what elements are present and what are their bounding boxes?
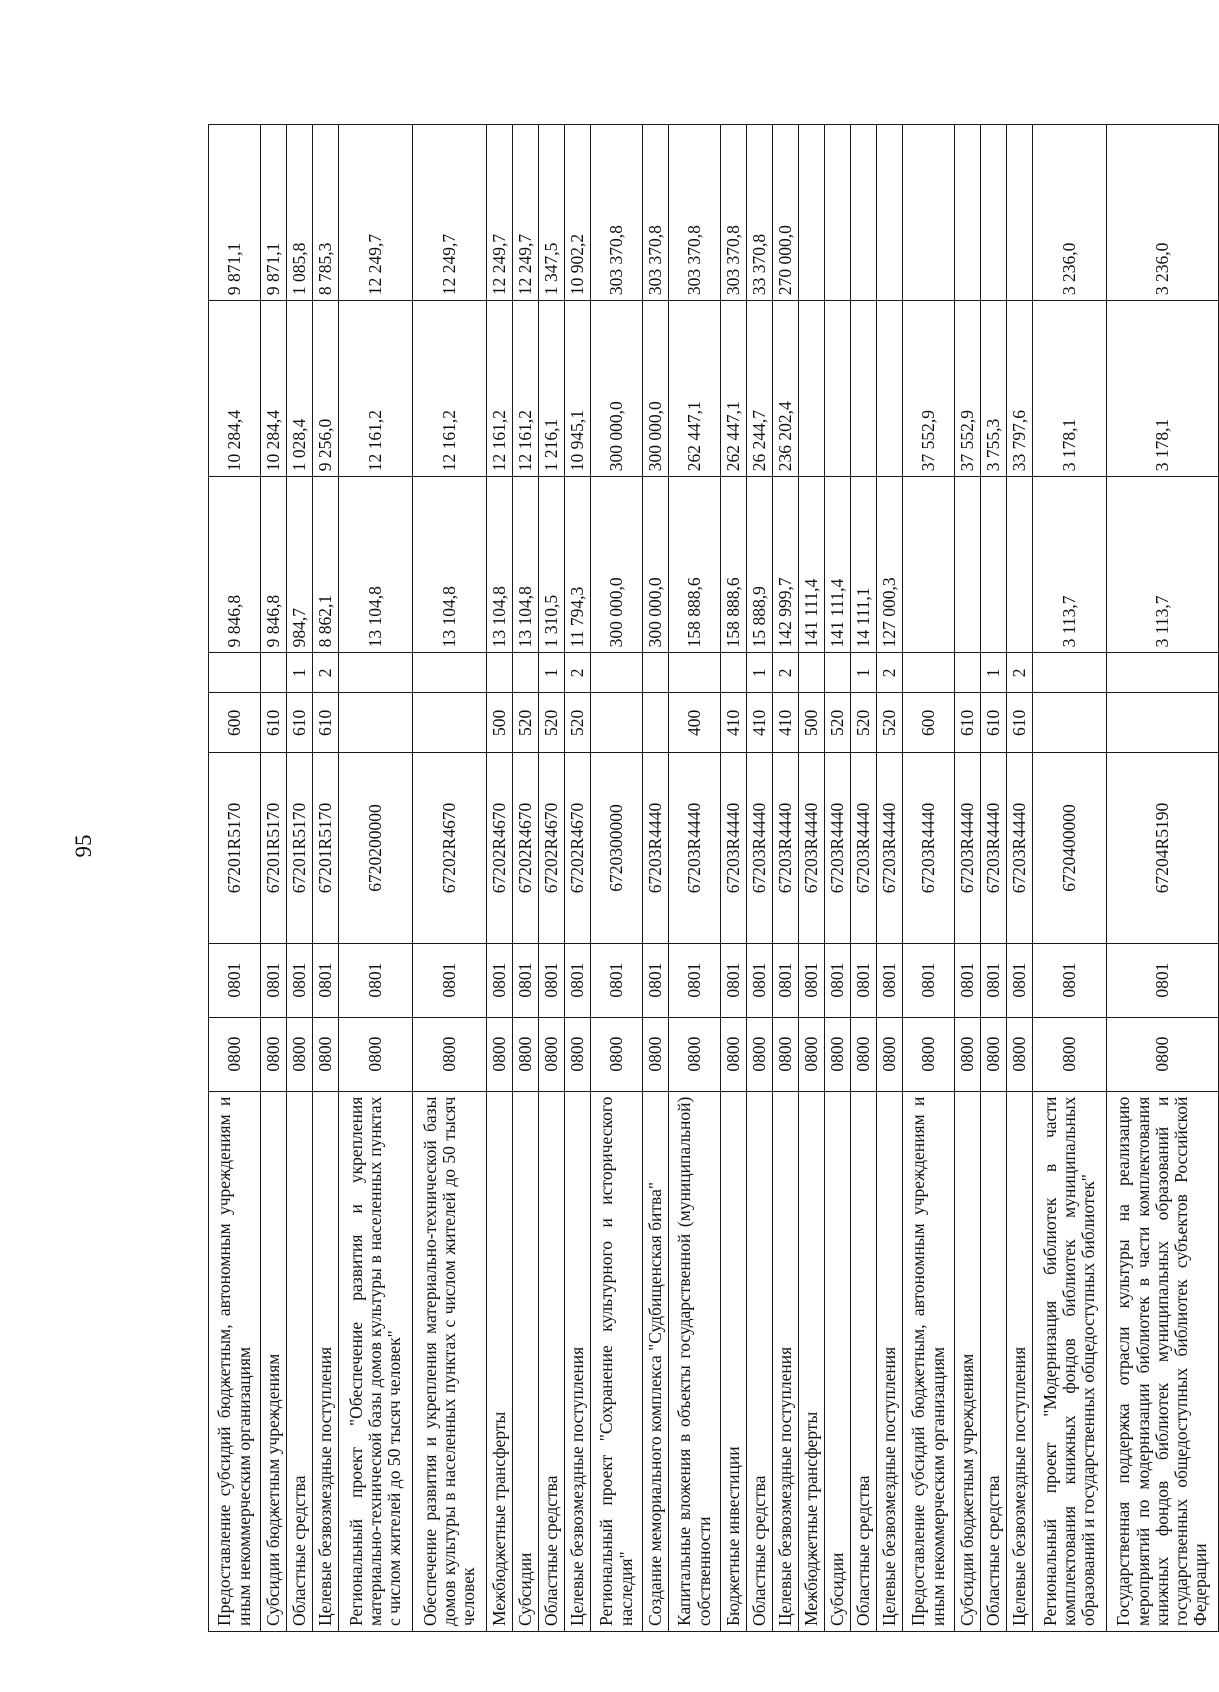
subsection-code-cell: 0801 (565, 943, 591, 1017)
subsection-code-cell: 0801 (261, 943, 287, 1017)
target-article-cell: 67203R4440 (981, 753, 1007, 943)
funding-source-cell: 1 (539, 653, 565, 693)
expense-type-cell: 610 (1007, 693, 1033, 753)
amount-year-2-cell: 10 945,1 (565, 301, 591, 477)
amount-year-1-cell: 9 846,8 (261, 477, 287, 653)
funding-source-cell (413, 653, 487, 693)
row-name-cell: Межбюджетные трансферты (487, 1091, 513, 1631)
amount-year-3-cell: 303 370,8 (721, 125, 747, 301)
subsection-code-cell: 0801 (721, 943, 747, 1017)
subsection-code-cell: 0801 (539, 943, 565, 1017)
amount-year-1-cell: 984,7 (287, 477, 313, 653)
subsection-code-cell: 0801 (643, 943, 669, 1017)
expense-type-cell: 610 (261, 693, 287, 753)
amount-year-2-cell: 262 447,1 (669, 301, 721, 477)
amount-year-3-cell (877, 125, 903, 301)
funding-source-cell (799, 653, 825, 693)
section-code-cell: 0800 (1033, 1017, 1107, 1091)
section-code-cell: 0800 (487, 1017, 513, 1091)
funding-source-cell (721, 653, 747, 693)
funding-source-cell: 2 (1007, 653, 1033, 693)
table-row (747, 125, 773, 1632)
funding-source-cell: 2 (773, 653, 799, 693)
amount-year-2-cell: 12 161,2 (413, 301, 487, 477)
amount-year-1-cell (903, 477, 955, 653)
table-row (513, 125, 539, 1632)
expense-type-cell (339, 693, 413, 753)
table-row (669, 125, 721, 1632)
expense-type-cell: 500 (487, 693, 513, 753)
row-name-cell: Целевые безвозмездные поступления (313, 1091, 339, 1631)
section-code-cell: 0800 (825, 1017, 851, 1091)
table-row (339, 125, 413, 1632)
funding-source-cell (209, 653, 261, 693)
section-code-cell: 0800 (721, 1017, 747, 1091)
expense-type-cell: 610 (287, 693, 313, 753)
table-row (261, 125, 287, 1632)
budget-table-rotated (208, 124, 1211, 1632)
amount-year-2-cell: 33 797,6 (1007, 301, 1033, 477)
subsection-code-cell: 0801 (513, 943, 539, 1017)
expense-type-cell (1107, 693, 1219, 753)
amount-year-3-cell: 303 370,8 (669, 125, 721, 301)
amount-year-2-cell: 9 256,0 (313, 301, 339, 477)
table-row (591, 125, 643, 1632)
amount-year-2-cell: 10 284,4 (261, 301, 287, 477)
subsection-code-cell: 0801 (287, 943, 313, 1017)
section-code-cell: 0800 (877, 1017, 903, 1091)
subsection-code-cell: 0801 (1107, 943, 1219, 1017)
funding-source-cell: 2 (565, 653, 591, 693)
funding-source-cell (825, 653, 851, 693)
row-name-cell: Субсидии (513, 1091, 539, 1631)
target-article-cell: 67203R4440 (643, 753, 669, 943)
subsection-code-cell: 0801 (877, 943, 903, 1017)
row-name-cell: Государственная поддержка отрасли культуры на реализацию мероприятий по модернизации библиотек в части комплектования книжных фондов библиотек муниципальных образований и государственных общедоступных библиотек субъектов Российской Федерации (1107, 1091, 1219, 1631)
amount-year-2-cell (825, 301, 851, 477)
amount-year-3-cell (799, 125, 825, 301)
amount-year-1-cell: 11 794,3 (565, 477, 591, 653)
subsection-code-cell: 0801 (981, 943, 1007, 1017)
subsection-code-cell: 0801 (825, 943, 851, 1017)
amount-year-2-cell: 236 202,4 (773, 301, 799, 477)
amount-year-1-cell: 300 000,0 (591, 477, 643, 653)
amount-year-1-cell: 158 888,6 (721, 477, 747, 653)
amount-year-1-cell: 8 862,1 (313, 477, 339, 653)
row-name-cell: Предоставление субсидий бюджетным, автономным учреждениям и иным некоммерческим организациям (903, 1091, 955, 1631)
funding-source-cell (513, 653, 539, 693)
expense-type-cell: 520 (539, 693, 565, 753)
amount-year-2-cell: 37 552,9 (955, 301, 981, 477)
row-name-cell: Целевые безвозмездные поступления (565, 1091, 591, 1631)
subsection-code-cell: 0801 (209, 943, 261, 1017)
amount-year-2-cell: 12 161,2 (487, 301, 513, 477)
row-name-cell: Межбюджетные трансферты (799, 1091, 825, 1631)
funding-source-cell (669, 653, 721, 693)
amount-year-1-cell: 9 846,8 (209, 477, 261, 653)
row-name-cell: Обеспечение развития и укрепления материально-технической базы домов культуры в населенных пунктах с числом жителей до 50 тысяч человек (413, 1091, 487, 1631)
target-article-cell: 67203R4440 (1007, 753, 1033, 943)
row-name-cell: Региональный проект "Сохранение культурного и исторического наследия" (591, 1091, 643, 1631)
row-name-cell: Областные средства (851, 1091, 877, 1631)
amount-year-2-cell (877, 301, 903, 477)
section-code-cell: 0800 (539, 1017, 565, 1091)
table-row (721, 125, 747, 1632)
amount-year-3-cell: 3 236,0 (1107, 125, 1219, 301)
amount-year-3-cell (903, 125, 955, 301)
funding-source-cell: 1 (851, 653, 877, 693)
amount-year-2-cell: 12 161,2 (339, 301, 413, 477)
target-article-cell: 67203R4440 (721, 753, 747, 943)
table-row (287, 125, 313, 1632)
row-name-cell: Областные средства (747, 1091, 773, 1631)
expense-type-cell: 500 (799, 693, 825, 753)
row-name-cell: Областные средства (539, 1091, 565, 1631)
subsection-code-cell: 0801 (747, 943, 773, 1017)
table-row (1107, 125, 1219, 1632)
subsection-code-cell: 0801 (955, 943, 981, 1017)
amount-year-3-cell: 10 902,2 (565, 125, 591, 301)
expense-type-cell: 520 (877, 693, 903, 753)
target-article-cell: 67204R5190 (1107, 753, 1219, 943)
amount-year-1-cell: 3 113,7 (1107, 477, 1219, 653)
expense-type-cell: 520 (851, 693, 877, 753)
amount-year-1-cell: 13 104,8 (513, 477, 539, 653)
section-code-cell: 0800 (1107, 1017, 1219, 1091)
table-row (877, 125, 903, 1632)
amount-year-3-cell: 12 249,7 (339, 125, 413, 301)
expense-type-cell (591, 693, 643, 753)
target-article-cell: 67203R4440 (773, 753, 799, 943)
funding-source-cell: 2 (877, 653, 903, 693)
table-row (643, 125, 669, 1632)
row-name-cell: Областные средства (287, 1091, 313, 1631)
table-row (955, 125, 981, 1632)
row-name-cell: Капитальные вложения в объекты государственной (муниципальной) собственности (669, 1091, 721, 1631)
target-article-cell: 67202R4670 (413, 753, 487, 943)
expense-type-cell: 600 (209, 693, 261, 753)
expense-type-cell (1033, 693, 1107, 753)
expense-type-cell: 610 (981, 693, 1007, 753)
row-name-cell: Создание мемориального комплекса "Судбищенская битва" (643, 1091, 669, 1631)
amount-year-1-cell: 127 000,3 (877, 477, 903, 653)
amount-year-2-cell: 3 178,1 (1033, 301, 1107, 477)
target-article-cell: 67202R4670 (487, 753, 513, 943)
row-name-cell: Субсидии бюджетным учреждениям (955, 1091, 981, 1631)
amount-year-3-cell: 1 085,8 (287, 125, 313, 301)
row-name-cell: Предоставление субсидий бюджетным, автономным учреждениям и иным некоммерческим организациям (209, 1091, 261, 1631)
table-row (1033, 125, 1107, 1632)
target-article-cell: 67203R4440 (877, 753, 903, 943)
amount-year-2-cell: 3 178,1 (1107, 301, 1219, 477)
target-article-cell: 6720400000 (1033, 753, 1107, 943)
target-article-cell: 67202R4670 (565, 753, 591, 943)
funding-source-cell (1033, 653, 1107, 693)
table-row (773, 125, 799, 1632)
funding-source-cell (261, 653, 287, 693)
table-row (825, 125, 851, 1632)
target-article-cell: 67203R4440 (669, 753, 721, 943)
subsection-code-cell: 0801 (487, 943, 513, 1017)
table-row (1007, 125, 1033, 1632)
amount-year-2-cell (799, 301, 825, 477)
subsection-code-cell: 0801 (413, 943, 487, 1017)
target-article-cell: 67201R5170 (313, 753, 339, 943)
target-article-cell: 67203R4440 (825, 753, 851, 943)
table-row (313, 125, 339, 1632)
amount-year-1-cell (1007, 477, 1033, 653)
expense-type-cell: 520 (513, 693, 539, 753)
amount-year-3-cell: 8 785,3 (313, 125, 339, 301)
section-code-cell: 0800 (955, 1017, 981, 1091)
amount-year-3-cell: 33 370,8 (747, 125, 773, 301)
amount-year-3-cell (825, 125, 851, 301)
section-code-cell: 0800 (339, 1017, 413, 1091)
amount-year-3-cell: 303 370,8 (643, 125, 669, 301)
target-article-cell: 67203R4440 (851, 753, 877, 943)
section-code-cell: 0800 (747, 1017, 773, 1091)
section-code-cell: 0800 (565, 1017, 591, 1091)
amount-year-3-cell: 9 871,1 (209, 125, 261, 301)
amount-year-1-cell: 141 111,4 (799, 477, 825, 653)
amount-year-1-cell: 158 888,6 (669, 477, 721, 653)
amount-year-3-cell (955, 125, 981, 301)
expense-type-cell: 610 (955, 693, 981, 753)
amount-year-2-cell: 26 244,7 (747, 301, 773, 477)
row-name-cell: Целевые безвозмездные поступления (877, 1091, 903, 1631)
amount-year-2-cell: 3 755,3 (981, 301, 1007, 477)
amount-year-1-cell (981, 477, 1007, 653)
subsection-code-cell: 0801 (1007, 943, 1033, 1017)
target-article-cell: 67201R5170 (209, 753, 261, 943)
table-row (539, 125, 565, 1632)
amount-year-1-cell: 13 104,8 (339, 477, 413, 653)
expense-type-cell: 410 (721, 693, 747, 753)
funding-source-cell (339, 653, 413, 693)
table-row (851, 125, 877, 1632)
amount-year-3-cell: 9 871,1 (261, 125, 287, 301)
amount-year-2-cell: 262 447,1 (721, 301, 747, 477)
section-code-cell: 0800 (799, 1017, 825, 1091)
amount-year-1-cell: 14 111,1 (851, 477, 877, 653)
target-article-cell: 6720200000 (339, 753, 413, 943)
funding-source-cell (903, 653, 955, 693)
row-name-cell: Субсидии бюджетным учреждениям (261, 1091, 287, 1631)
funding-source-cell (591, 653, 643, 693)
amount-year-3-cell: 12 249,7 (413, 125, 487, 301)
funding-source-cell (1107, 653, 1219, 693)
expense-type-cell: 610 (313, 693, 339, 753)
funding-source-cell (487, 653, 513, 693)
amount-year-1-cell: 13 104,8 (413, 477, 487, 653)
table-row (799, 125, 825, 1632)
section-code-cell: 0800 (413, 1017, 487, 1091)
amount-year-1-cell: 13 104,8 (487, 477, 513, 653)
expense-type-cell: 410 (773, 693, 799, 753)
section-code-cell: 0800 (981, 1017, 1007, 1091)
expense-type-cell: 520 (565, 693, 591, 753)
amount-year-2-cell: 10 284,4 (209, 301, 261, 477)
expense-type-cell (413, 693, 487, 753)
target-article-cell: 67203R4440 (747, 753, 773, 943)
subsection-code-cell: 0801 (339, 943, 413, 1017)
table-row (413, 125, 487, 1632)
amount-year-1-cell (955, 477, 981, 653)
amount-year-1-cell: 300 000,0 (643, 477, 669, 653)
row-name-cell: Субсидии (825, 1091, 851, 1631)
row-name-cell: Областные средства (981, 1091, 1007, 1631)
amount-year-1-cell: 1 310,5 (539, 477, 565, 653)
funding-source-cell: 1 (287, 653, 313, 693)
amount-year-2-cell: 1 028,4 (287, 301, 313, 477)
amount-year-1-cell: 142 999,7 (773, 477, 799, 653)
target-article-cell: 67202R4670 (513, 753, 539, 943)
target-article-cell: 67201R5170 (261, 753, 287, 943)
section-code-cell: 0800 (1007, 1017, 1033, 1091)
subsection-code-cell: 0801 (591, 943, 643, 1017)
section-code-cell: 0800 (591, 1017, 643, 1091)
amount-year-3-cell (1007, 125, 1033, 301)
expense-type-cell (643, 693, 669, 753)
section-code-cell: 0800 (903, 1017, 955, 1091)
section-code-cell: 0800 (669, 1017, 721, 1091)
target-article-cell: 67203R4440 (799, 753, 825, 943)
amount-year-2-cell: 12 161,2 (513, 301, 539, 477)
subsection-code-cell: 0801 (799, 943, 825, 1017)
expense-type-cell: 410 (747, 693, 773, 753)
amount-year-2-cell: 1 216,1 (539, 301, 565, 477)
table-row (565, 125, 591, 1632)
section-code-cell: 0800 (851, 1017, 877, 1091)
amount-year-2-cell: 300 000,0 (643, 301, 669, 477)
funding-source-cell: 2 (313, 653, 339, 693)
row-name-cell: Целевые безвозмездные поступления (1007, 1091, 1033, 1631)
expense-type-cell: 600 (903, 693, 955, 753)
amount-year-3-cell (851, 125, 877, 301)
row-name-cell: Региональный проект "Модернизация библиотек в части комплектования книжных фондов библиотек муниципальных образований и государственных общедоступных библиотек" (1033, 1091, 1107, 1631)
target-article-cell: 67202R4670 (539, 753, 565, 943)
amount-year-2-cell (851, 301, 877, 477)
amount-year-1-cell: 15 888,9 (747, 477, 773, 653)
section-code-cell: 0800 (287, 1017, 313, 1091)
funding-source-cell: 1 (981, 653, 1007, 693)
table-row (903, 125, 955, 1632)
target-article-cell: 67201R5170 (287, 753, 313, 943)
row-name-cell: Региональный проект "Обеспечение развития и укрепления материально-технической базы домов культуры в населенных пунктах с числом жителей до 50 тысяч человек" (339, 1091, 413, 1631)
section-code-cell: 0800 (643, 1017, 669, 1091)
amount-year-1-cell: 141 111,4 (825, 477, 851, 653)
subsection-code-cell: 0801 (773, 943, 799, 1017)
amount-year-3-cell: 12 249,7 (487, 125, 513, 301)
section-code-cell: 0800 (513, 1017, 539, 1091)
page-number: 95 (71, 834, 96, 858)
section-code-cell: 0800 (209, 1017, 261, 1091)
row-name-cell: Бюджетные инвестиции (721, 1091, 747, 1631)
amount-year-3-cell: 1 347,5 (539, 125, 565, 301)
budget-table (208, 124, 1219, 1632)
target-article-cell: 6720300000 (591, 753, 643, 943)
amount-year-3-cell: 270 000,0 (773, 125, 799, 301)
section-code-cell: 0800 (313, 1017, 339, 1091)
amount-year-3-cell: 3 236,0 (1033, 125, 1107, 301)
amount-year-3-cell: 303 370,8 (591, 125, 643, 301)
subsection-code-cell: 0801 (903, 943, 955, 1017)
subsection-code-cell: 0801 (851, 943, 877, 1017)
budget-table-body (209, 125, 1219, 1632)
amount-year-2-cell: 37 552,9 (903, 301, 955, 477)
funding-source-cell (955, 653, 981, 693)
row-name-cell: Целевые безвозмездные поступления (773, 1091, 799, 1631)
section-code-cell: 0800 (261, 1017, 287, 1091)
expense-type-cell: 400 (669, 693, 721, 753)
amount-year-2-cell: 300 000,0 (591, 301, 643, 477)
table-row (209, 125, 261, 1632)
subsection-code-cell: 0801 (669, 943, 721, 1017)
table-row (487, 125, 513, 1632)
section-code-cell: 0800 (773, 1017, 799, 1091)
expense-type-cell: 520 (825, 693, 851, 753)
amount-year-1-cell: 3 113,7 (1033, 477, 1107, 653)
subsection-code-cell: 0801 (1033, 943, 1107, 1017)
funding-source-cell (643, 653, 669, 693)
funding-source-cell: 1 (747, 653, 773, 693)
target-article-cell: 67203R4440 (955, 753, 981, 943)
amount-year-3-cell (981, 125, 1007, 301)
table-row (981, 125, 1007, 1632)
target-article-cell: 67203R4440 (903, 753, 955, 943)
subsection-code-cell: 0801 (313, 943, 339, 1017)
amount-year-3-cell: 12 249,7 (513, 125, 539, 301)
